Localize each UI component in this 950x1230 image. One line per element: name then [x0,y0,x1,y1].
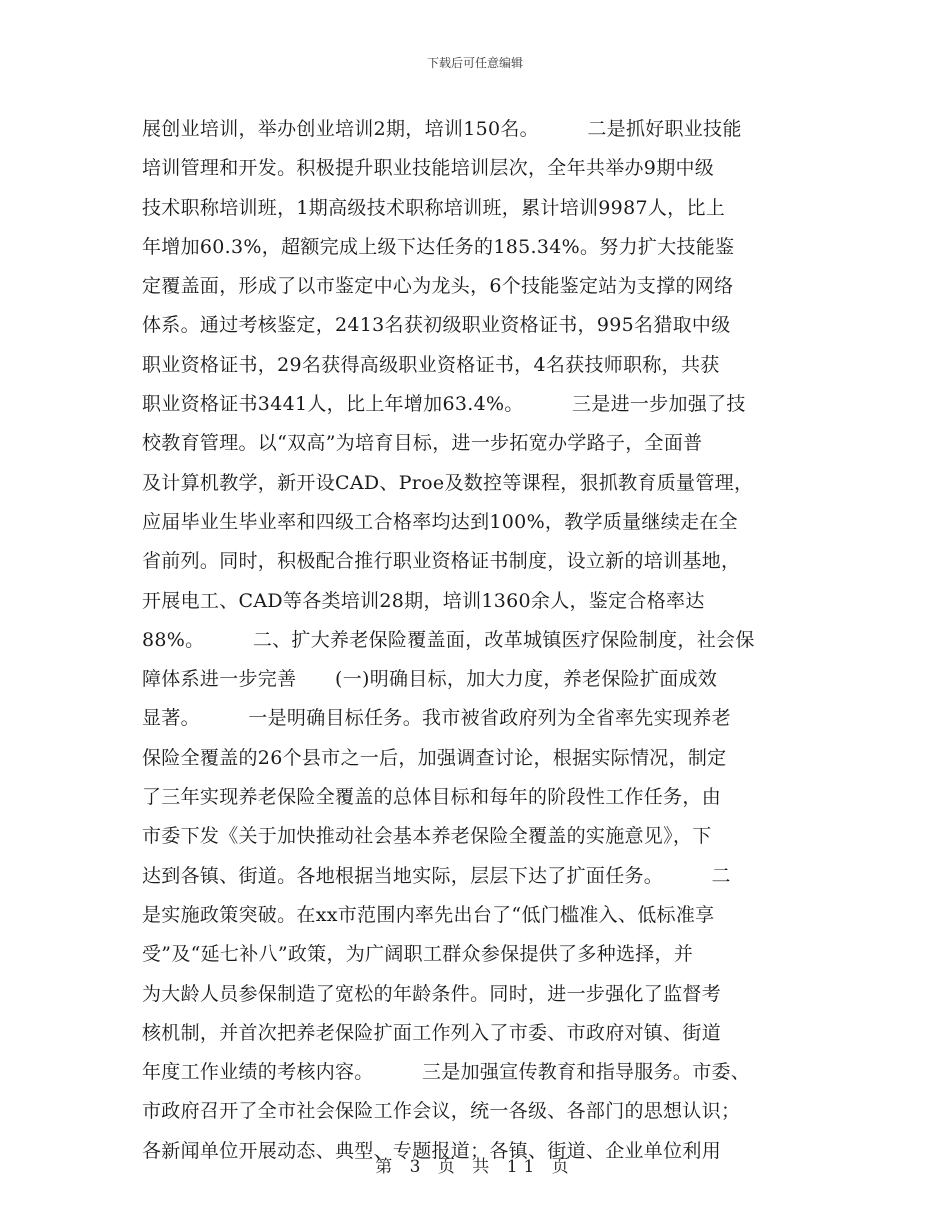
text-line: 开展电工、CAD等各类培训28期，培训1360余人，鉴定合格率达 [142,589,705,612]
text-line: 省前列。同时，积极配合推行职业资格证书制度，设立新的培训基地， [142,550,741,573]
text-line: 职业资格证书3441人，比上年增加63.4%。 三是进一步加强了技 [142,393,746,416]
text-line: 障体系进一步完善 (一)明确目标，加大力度，养老保险扩面成效 [142,668,718,691]
text-line: 市政府召开了全市社会保险工作会议，统一各级、各部门的思想认识； [142,1100,741,1123]
text-line: 88%。 二、扩大养老保险覆盖面，改革城镇医疗保险制度，社会保 [142,628,755,651]
text-line: 显著。 一是明确目标任务。我市被省政府列为全省率先实现养老 [142,707,731,730]
text-line: 及计算机教学，新开设CAD、Proe及数控等课程，狠抓教育质量管理， [142,471,754,494]
text-line: 各新闻单位开展动态、典型、专题报道；各镇、街道、企业单位利用 [142,1139,722,1162]
text-line: 市委下发《关于加快推动社会基本养老保险全覆盖的实施意见》，下 [142,825,712,848]
text-line: 保险全覆盖的26个县市之一后，加强调查讨论，根据实际情况，制定 [142,746,727,769]
page-footer: 第 3 页 共 11 页 [375,1157,575,1177]
text-line: 年度工作业绩的考核内容。 三是加强宣传教育和指导服务。市委、 [142,1061,751,1084]
text-line: 校教育管理。以“双高”为培育目标，进一步拓宽办学路子，全面普 [142,432,703,455]
text-line: 年增加60.3%，超额完成上级下达任务的185.34%。努力扩大技能鉴 [142,235,735,258]
text-line: 受”及“延七补八”政策，为广阔职工群众参保提供了多种选择，并 [142,943,694,966]
document-body [142,110,812,1171]
text-line: 展创业培训，举办创业培训2期，培训150名。 二是抓好职业技能 [142,118,742,140]
text-line: 达到各镇、街道。各地根据当地实际，层层下达了扩面任务。 二 [142,864,731,887]
text-line: 职业资格证书，29名获得高级职业资格证书，4名获技师职称，共获 [142,353,720,376]
text-line: 了三年实现养老保险全覆盖的总体目标和每年的阶段性工作任务，由 [142,786,722,809]
text-line: 为大龄人员参保制造了宽松的年龄条件。同时，进一步强化了监督考 [142,982,722,1005]
text-line: 核机制，并首次把养老保险扩面工作列入了市委、市政府对镇、街道 [142,1021,722,1044]
page-header: 下载后可任意编辑 [426,56,523,70]
text-line: 技术职称培训班，1期高级技术职称培训班，累计培训9987人，比上 [142,196,726,219]
text-line: 培训管理和开发。积极提升职业技能培训层次，全年共举办9期中级 [142,157,715,180]
text-line: 是实施政策突破。在xx市范围内率先出台了“低门槛准入、低标准享 [142,903,715,926]
text-line: 应届毕业生毕业率和四级工合格率均达到100%，教学质量继续走在全 [142,510,738,533]
text-line: 体系。通过考核鉴定，2413名获初级职业资格证书，995名猎取中级 [142,314,731,337]
text-line: 定覆盖面，形成了以市鉴定中心为龙头，6个技能鉴定站为支撑的网络 [142,275,734,298]
